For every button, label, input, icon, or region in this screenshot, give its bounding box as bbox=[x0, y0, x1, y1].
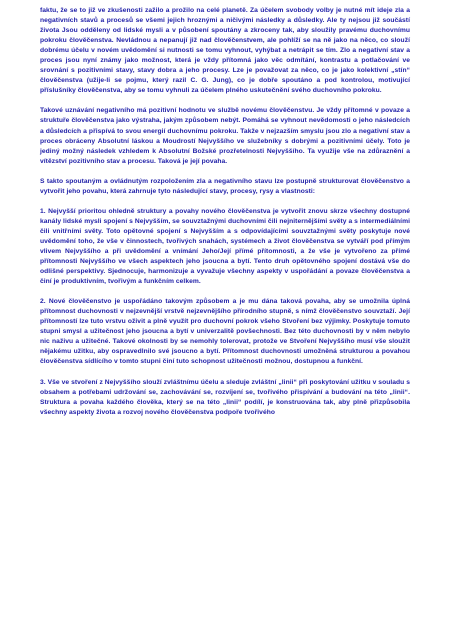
list-item-2: 2. Nové člověčenstvo je uspořádáno takovým způsobem a je mu dána taková povaha, aby se umožnila úplná přítomnost duchovnosti v nejzevnější vrstvě nejzevnějšího přírodního stupně, s nímž člověčenstvo souvztaží. Její přítomností lze tuto vrstvu oživit a plně využít pro duchovní pokrok všeho Stvoření bez výjimky. Poskytuje tomuto stupni smysl a užitečnost jeho jsoucna a bytí v univerzalitě povšechnosti. Bez této duchovnosti by v něm nebylo nic naživu a užitečné. Takové okolnosti by se nemohly tolerovat, protože ve Stvoření Nejvyššího musí vše sloužit nějakému užitku, aby ospravedlnilo své jsoucno a bytí. Přítomnost duchovnosti umožněná strukturou a povahou člověčenstva sídlícího v tomto stupni činí tuto schopnost užitečnosti možnou, dostupnou a funkční. bbox=[40, 298, 410, 366]
numbered-list bbox=[40, 207, 410, 418]
paragraph-1: faktu, že se to již ve zkušenosti zažilo a prožilo na celé planetě. Za účelem svobody volby je nutné mít ideje zla a negativních stavů a procesů se všemi jejich hroznými a ničivými následky a důsledky. Ale ty nejsou již součástí života Jsou odděleny od lidské mysli a v působení spoutány a zkroceny tak, aby sloužily pravému duchovnímu pokroku člověčenstva. Nevládnou a nepanují již nad člověčenstvem, ale pohlíží se na ně jako na něco, co slouží dobrému účelu v novém uvědomění si nutnosti se tomu vyhnout, vyhýbat a netrápit se tím. Zlo a negativní stav a proces jsou nyní známy jako možnost, která je vždy přítomná jako věc odmítání, kontrastu a potlačování ve srovnání s pozitivními stavy, stavy dobra a jeho procesy. Lze je považovat za něco, co je jako kolektivní „stín“ člověčenstva (užije-li se pojmu, který razil C. G. Jung), co je dobře spoutáno a pod kontrolou, motivující příslušníky člověčenstva, aby se tomu vyhnuli za účelem plného uskutečnění svého duchovního pokroku. bbox=[40, 7, 410, 95]
paragraph-3: S takto spoutaným a ovládnutým rozpoložením zla a negativního stavu lze postupně strukturovat člověčenstvo a vytvořit jeho povahu, která zahrnuje tyto následující stavy, procesy, rysy a vlastnosti: bbox=[40, 177, 410, 195]
paragraph-2: Takové uznávání negativního má pozitivní hodnotu ve službě novému člověčenstvu. Je vždy přítomné v povaze a struktuře člověčenstva jako výstraha, jakým způsobem nebýt. Pomáhá se vyhnout nevědomosti o jeho následcích a důsledcích a přispívá to svou energií duchovnímu pokroku. Takže v nejzazším smyslu jsou zlo a negativní stav a proces obráceny Absolutní láskou a Moudrostí Nejvyššího ve služebníky s dobrými a pozitivními účely. Toto je jediný možný následek vzhledem k Absolutní Božské prozřetelnosti Nejvyššího. Ta využije vše na zdůraznění a vítězství pozitivního stav a procesu. Taková je její povaha. bbox=[40, 107, 410, 165]
list-item-1: 1. Nejvyšší prioritou ohledně struktury a povahy nového člověčenstva je vytvořit znovu skrze všechny dostupné kanály lidské mysli spojení s Nejvyšším, se souvztažnými duchovními čili nejniternějšími světy a s intermediálními čili vnitřními světy. Toto opětovné spojení s Nejvyšším a s odpovídajícími souvztažnými světy poskytuje nové uvědomění toho, že vše v činnostech, tvořivých snahách, systémech a život člověčenstva se vytváří pod přímým vlivem Nejvyššího a při uvědomění a vnímání Jeho/Její přímé přítomnosti, a že vše je vytvořeno za přímé přítomnosti Nejvyššího ve všech aspektech jeho jsoucna a bytí. Tento druh opětovného spojení dostává vše do odlišné perspektivy. Sjednocuje, harmonizuje a vyvažuje všechny aspekty v uspořádání a povaze člověčenstva a činí je produktivním, tvořivým a funkčním celkem. bbox=[40, 207, 410, 286]
list-item-3: 3. Vše ve stvoření z Nejvyššího slouží zvláštnímu účelu a sleduje zvláštní „linii“ při poskytování užitku v souladu s obsahem a potřebami udržování se, zachovávání se, rozvíjení se, tvořivého přispívání a budování na této „linii“. Struktura a povaha každého člověka, který se na této „linii“ podílí, je konstruována tak, aby plně přizpůsobila všechny aspekty života a rozvoj nového člověčenstva podpoře tvořivého bbox=[40, 378, 410, 416]
